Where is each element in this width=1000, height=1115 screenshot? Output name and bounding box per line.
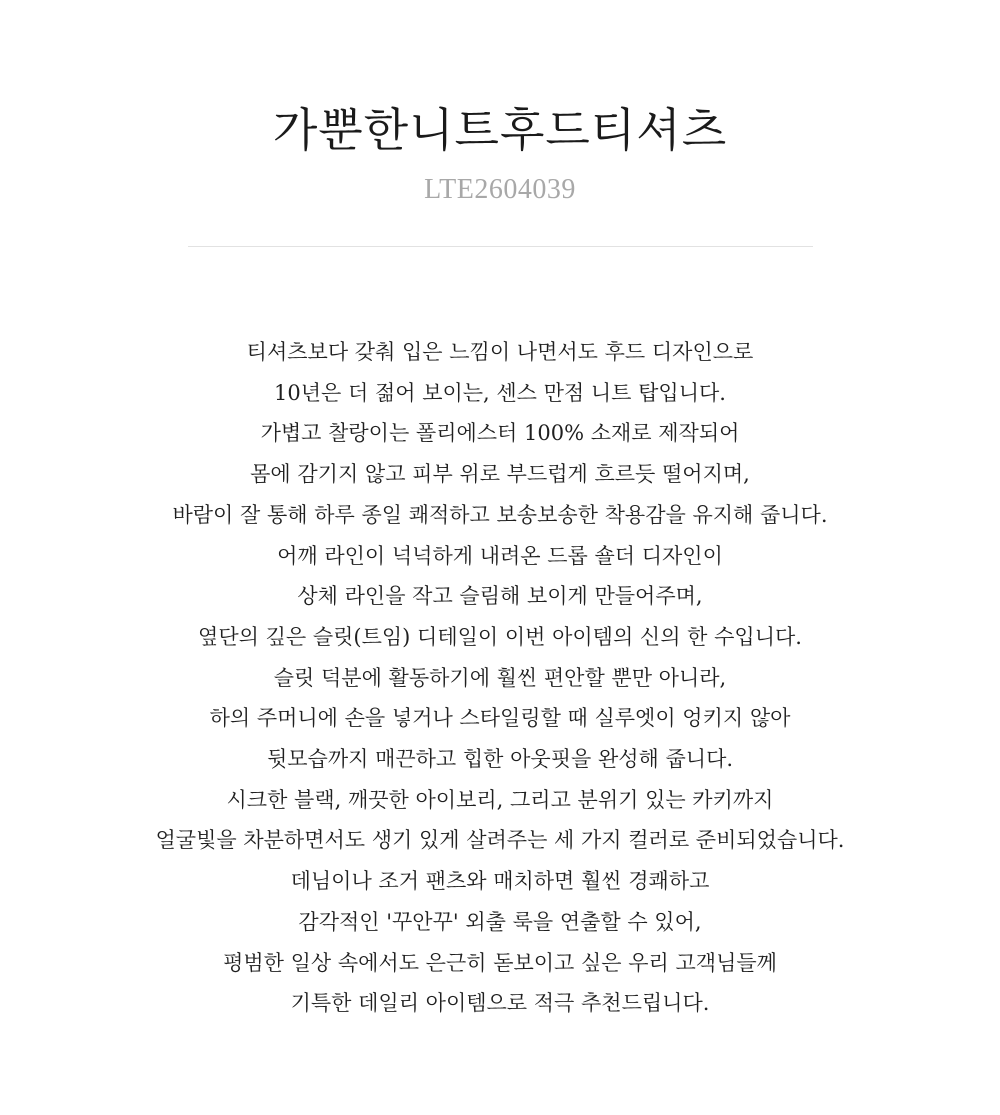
description-line: 하의 주머니에 손을 넣거나 스타일링할 때 실루엣이 엉키지 않아	[209, 706, 791, 731]
description-line: 평범한 일상 속에서도 은근히 돋보이고 싶은 우리 고객님들께	[223, 950, 777, 975]
description-line: 상체 라인을 작고 슬림해 보이게 만들어주며,	[297, 584, 703, 609]
description-line: 감각적인 '꾸안꾸' 외출 룩을 연출할 수 있어,	[298, 909, 702, 934]
description-line: 데님이나 조거 팬츠와 매치하면 훨씬 경쾌하고	[290, 869, 710, 894]
description-line: 슬릿 덕분에 활동하기에 훨씬 편안할 뿐만 아니라,	[273, 665, 727, 690]
description-line: 10년은 더 젊어 보이는, 센스 만점 니트 탑입니다.	[274, 380, 726, 405]
product-title: 가뿐한니트후드티셔츠	[272, 103, 728, 157]
description-line: 뒷모습까지 매끈하고 힙한 아웃핏을 완성해 줍니다.	[266, 747, 734, 772]
title-divider	[188, 246, 813, 247]
description-line: 바람이 잘 통해 하루 종일 쾌적하고 보송보송한 착용감을 유지해 줍니다.	[172, 502, 828, 527]
description-line: 시크한 블랙, 깨끗한 아이보리, 그리고 분위기 있는 카키까지	[226, 787, 774, 812]
product-description	[40, 332, 960, 1024]
description-line: 옆단의 깊은 슬릿(트임) 디테일이 이번 아이템의 신의 한 수입니다.	[198, 624, 802, 649]
description-line: 어깨 라인이 넉넉하게 내려온 드롭 숄더 디자인이	[277, 543, 723, 568]
description-line: 얼굴빛을 차분하면서도 생기 있게 살려주는 세 가지 컬러로 준비되었습니다.	[155, 828, 845, 853]
description-line: 기특한 데일리 아이템으로 적극 추천드립니다.	[290, 991, 710, 1016]
description-line: 가볍고 찰랑이는 폴리에스터 100% 소재로 제작되어	[260, 421, 740, 446]
product-code: LTE2604039	[424, 174, 576, 205]
description-line: 티셔츠보다 갖춰 입은 느낌이 나면서도 후드 디자인으로	[246, 340, 754, 364]
description-line: 몸에 감기지 않고 피부 위로 부드럽게 흐르듯 떨어지며,	[250, 462, 750, 487]
